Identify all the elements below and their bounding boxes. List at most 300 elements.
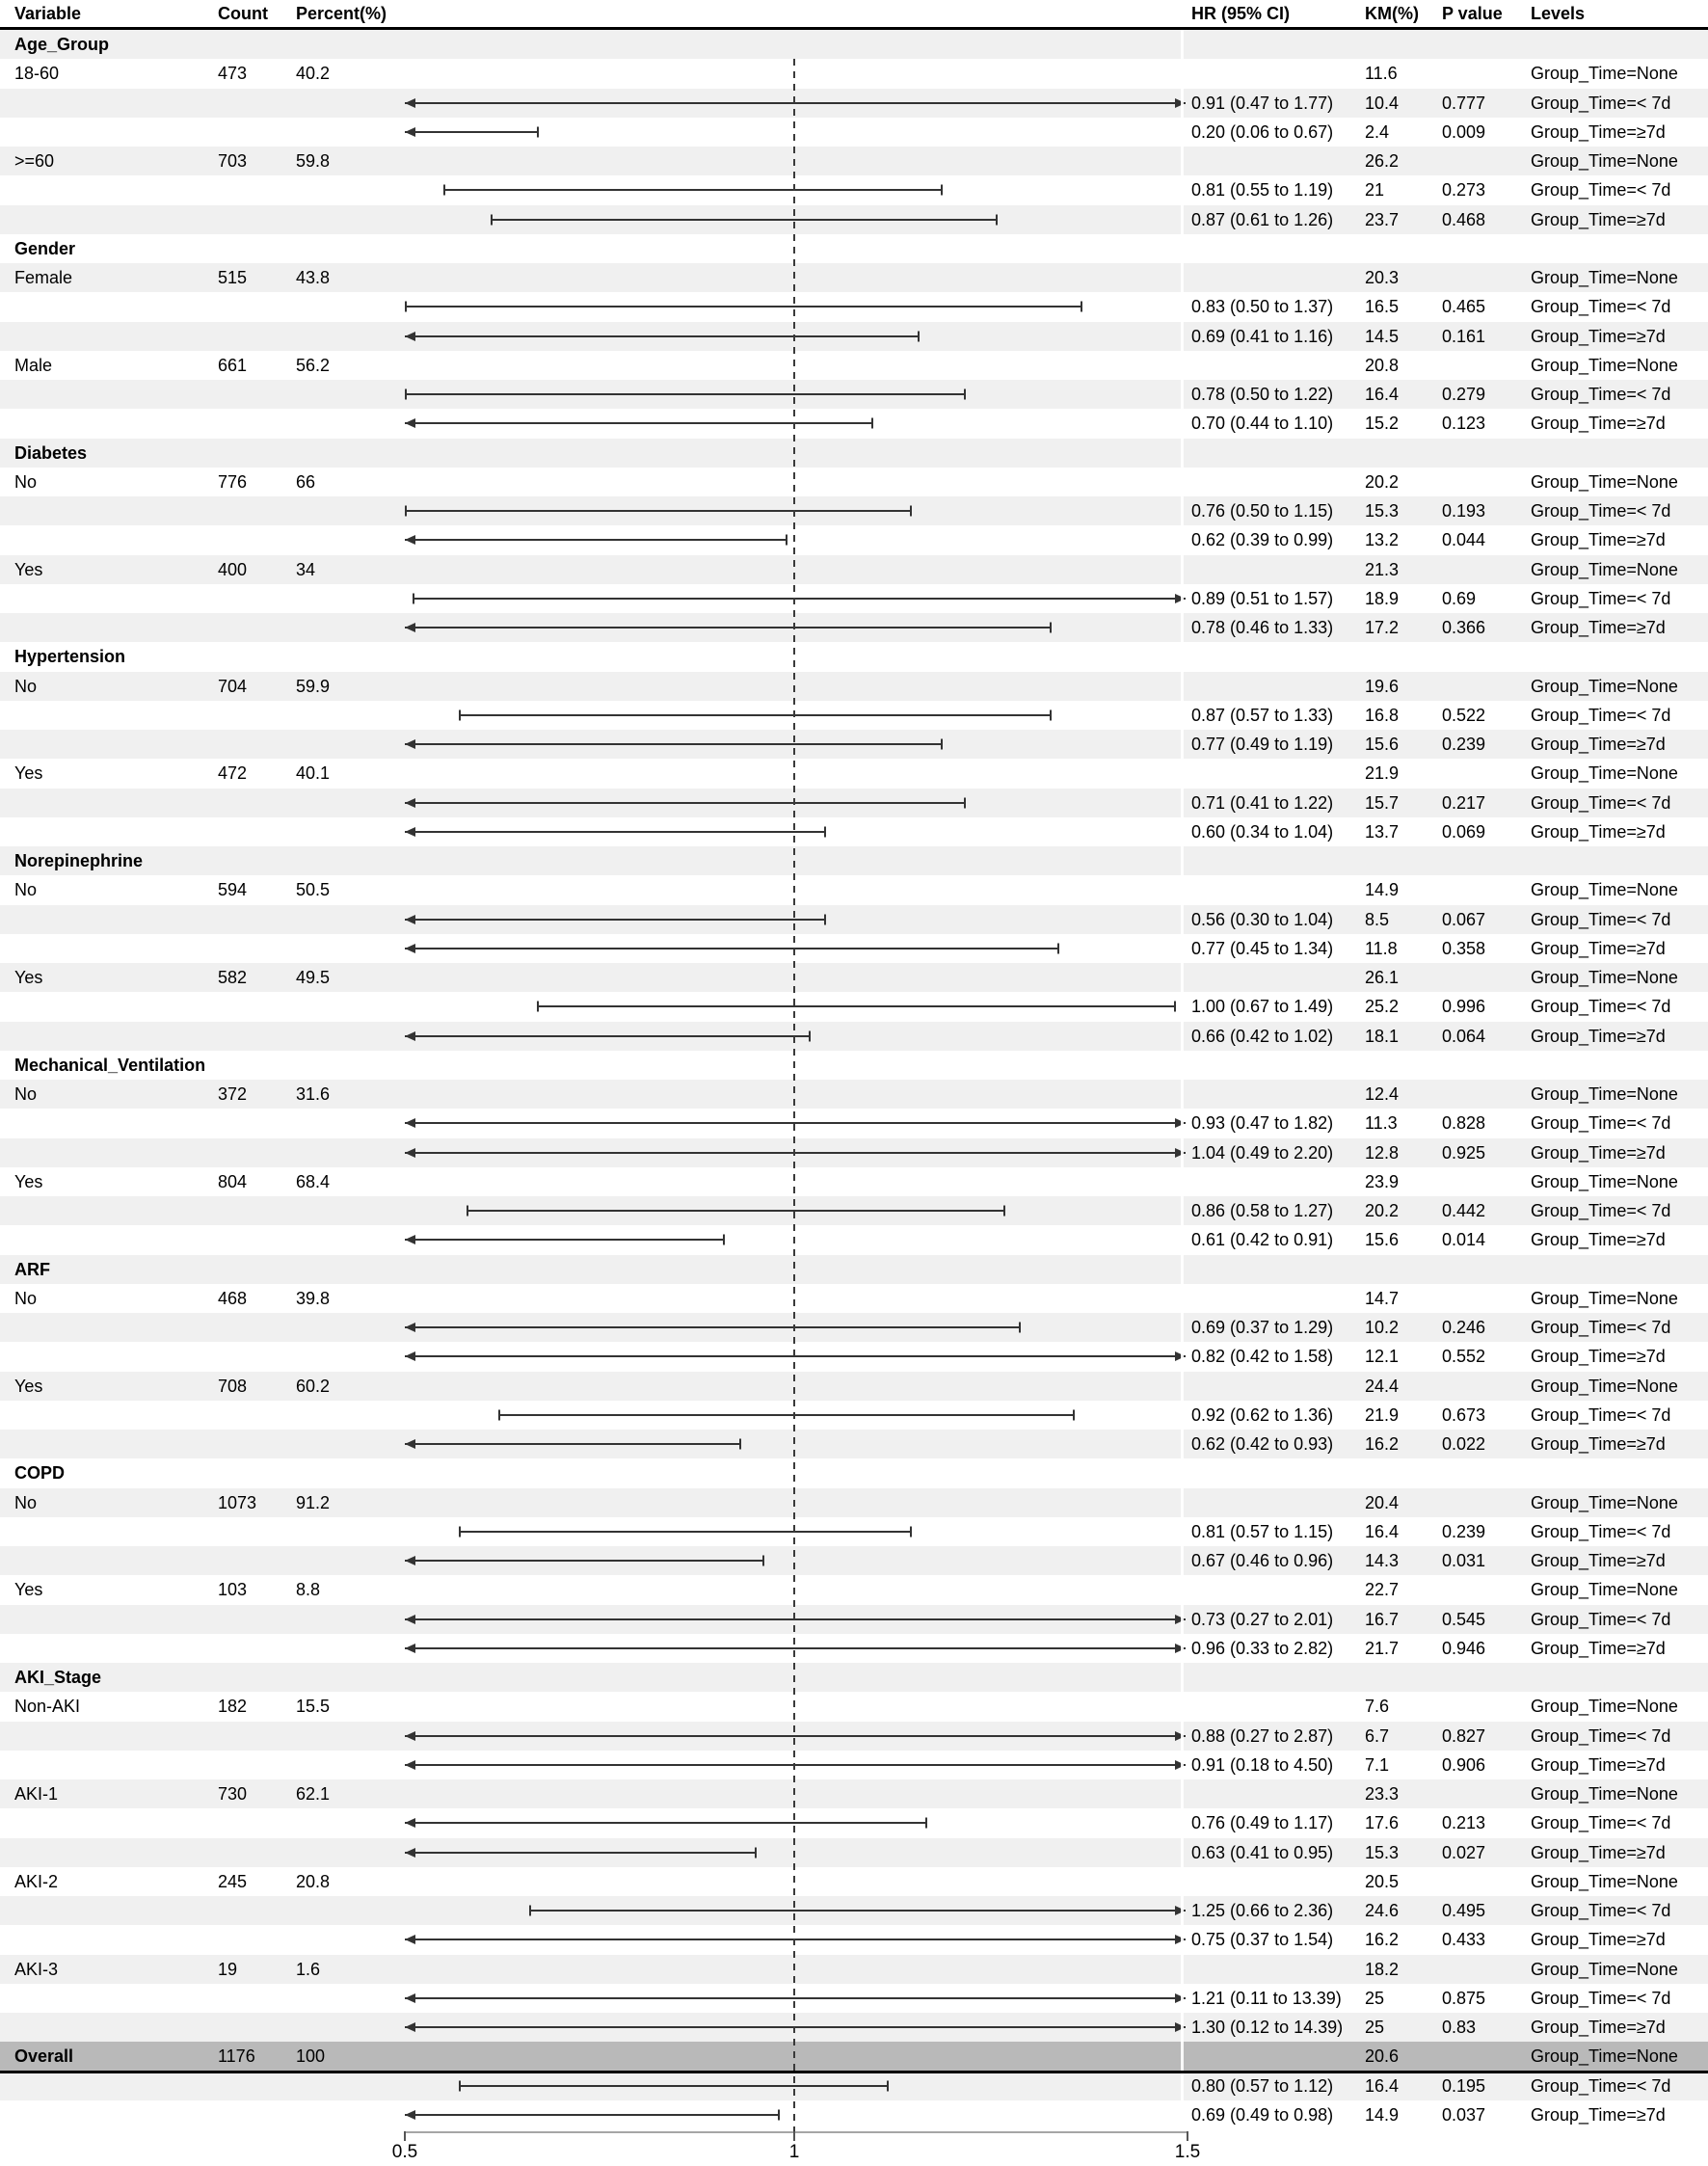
ci-row [0, 701, 1708, 730]
x-axis-label-15: 1.5 [1174, 2142, 1201, 2162]
ci-lower-clip-arrow [405, 944, 415, 953]
section-header-row [0, 1458, 1708, 1487]
p-value: 0.273 [1442, 180, 1486, 201]
ci-upper-whisker [809, 1030, 811, 1041]
ci-lower-whisker [405, 302, 407, 312]
km-value: 14.7 [1365, 1288, 1400, 1308]
p-value: 0.522 [1442, 705, 1486, 725]
hr-ci-text: 0.87 (0.61 to 1.26) [1191, 209, 1334, 229]
level-label: Group_Time=< 7d [1531, 792, 1671, 813]
ci-row [0, 613, 1708, 642]
level-label: Group_Time=≥7d [1531, 209, 1666, 229]
level-label: Group_Time=None [1531, 471, 1678, 492]
level-label: Group_Time=≥7d [1531, 2018, 1666, 2037]
section-header-row [0, 439, 1708, 468]
section-header-row [0, 1051, 1708, 1080]
p-value: 0.239 [1442, 1521, 1486, 1541]
km-value: 20.5 [1365, 1871, 1400, 1891]
ci-row [0, 496, 1708, 525]
km-value: 10.4 [1365, 93, 1400, 113]
ci-line [405, 1997, 1186, 1999]
ci-lower-whisker [459, 1526, 461, 1537]
variable-label: Hypertension [14, 647, 126, 667]
percent-value: 50.5 [296, 880, 331, 900]
km-value: 14.9 [1365, 880, 1400, 900]
level-label: Group_Time=< 7d [1531, 909, 1671, 929]
level-label: Group_Time=< 7d [1531, 1318, 1671, 1337]
hr-ci-text: 0.92 (0.62 to 1.36) [1191, 1404, 1334, 1425]
p-value: 0.213 [1442, 1813, 1486, 1833]
hr-ci-text: 0.83 (0.50 to 1.37) [1191, 297, 1334, 317]
ci-line [538, 1005, 1175, 1007]
level-row [0, 555, 1708, 584]
level-row [0, 1955, 1708, 1984]
ci-lower-clip-arrow [405, 1760, 415, 1770]
ci-upper-whisker [739, 1439, 741, 1450]
hr-ci-text: 0.73 (0.27 to 2.01) [1191, 1609, 1334, 1629]
km-value: 23.3 [1365, 1784, 1400, 1804]
ci-upper-whisker [871, 418, 873, 429]
km-value: 6.7 [1365, 1725, 1390, 1746]
km-value: 16.4 [1365, 385, 1400, 404]
p-value: 0.906 [1442, 1754, 1486, 1775]
ci-upper-whisker [941, 185, 943, 196]
hr-ci-text: 0.62 (0.39 to 0.99) [1191, 530, 1334, 550]
level-label: Group_Time=None [1531, 1492, 1678, 1512]
level-label: Group_Time=< 7d [1531, 1113, 1671, 1134]
p-value: 0.027 [1442, 1842, 1486, 1862]
hr-ci-text: 0.67 (0.46 to 0.96) [1191, 1551, 1334, 1570]
x-axis-tick-05 [404, 2131, 406, 2141]
col-header-hr-ci: HR (95% CI) [1191, 4, 1291, 23]
count-value: 103 [218, 1580, 248, 1600]
level-label: Group_Time=None [1531, 1288, 1678, 1308]
level-row [0, 1575, 1708, 1604]
ci-line [460, 2085, 887, 2087]
ci-row [0, 1517, 1708, 1546]
ci-row [0, 905, 1708, 934]
p-value: 0.777 [1442, 93, 1486, 113]
level-label: Group_Time=≥7d [1531, 1026, 1666, 1046]
km-value: 19.6 [1365, 676, 1400, 696]
ci-lower-whisker [467, 1206, 468, 1217]
section-header-row [0, 846, 1708, 875]
percent-value: 66 [296, 471, 316, 492]
hr-ci-text: 0.81 (0.57 to 1.15) [1191, 1521, 1334, 1541]
p-value: 0.925 [1442, 1142, 1486, 1163]
ci-line [405, 743, 942, 745]
p-value: 0.014 [1442, 1230, 1486, 1250]
ci-line [405, 802, 965, 804]
km-value: 24.6 [1365, 1901, 1400, 1920]
ci-upper-whisker [1081, 302, 1082, 312]
ci-line [499, 1414, 1074, 1416]
ci-lower-whisker [491, 214, 493, 225]
p-value: 0.465 [1442, 297, 1486, 317]
count-value: 661 [218, 355, 248, 375]
ci-row [0, 1634, 1708, 1663]
col-header-count: Count [218, 4, 268, 23]
level-row [0, 1692, 1708, 1721]
level-label: Group_Time=< 7d [1531, 93, 1671, 113]
ci-upper-whisker [723, 1235, 725, 1245]
count-value: 704 [218, 676, 248, 696]
ci-upper-whisker [1050, 709, 1052, 720]
count-value: 245 [218, 1871, 248, 1891]
hr-ci-text: 0.62 (0.42 to 0.93) [1191, 1434, 1334, 1454]
hr-ci-text: 0.71 (0.41 to 1.22) [1191, 792, 1334, 813]
ci-upper-whisker [941, 739, 943, 750]
km-value: 14.9 [1365, 2104, 1400, 2125]
level-row [0, 147, 1708, 175]
hr-ci-text: 0.81 (0.55 to 1.19) [1191, 180, 1334, 201]
level-row [0, 1284, 1708, 1313]
ci-row [0, 118, 1708, 147]
ci-line [492, 219, 997, 221]
ci-upper-whisker [996, 214, 998, 225]
ci-row [0, 1196, 1708, 1225]
ci-line [405, 1152, 1186, 1154]
km-value: 20.8 [1365, 355, 1400, 375]
km-value: 25 [1365, 1988, 1385, 2008]
p-value: 0.279 [1442, 385, 1486, 404]
percent-value: 49.5 [296, 968, 331, 987]
km-value: 18.1 [1365, 1026, 1400, 1046]
variable-label: Male [14, 355, 53, 375]
p-value: 0.246 [1442, 1318, 1486, 1337]
km-value: 20.3 [1365, 268, 1400, 287]
level-row [0, 263, 1708, 292]
count-value: 730 [218, 1784, 248, 1804]
km-value: 16.2 [1365, 1930, 1400, 1950]
p-value: 0.161 [1442, 326, 1486, 346]
level-row [0, 59, 1708, 88]
km-value: 17.2 [1365, 618, 1400, 637]
ci-upper-whisker [1050, 623, 1052, 633]
percent-value: 8.8 [296, 1580, 321, 1600]
ci-lower-clip-arrow [405, 623, 415, 632]
ci-lower-clip-arrow [405, 1935, 415, 1944]
level-row [0, 1488, 1708, 1517]
km-value: 25.2 [1365, 997, 1400, 1017]
ci-row [0, 1838, 1708, 1867]
ci-upper-whisker [964, 389, 966, 400]
km-value: 8.5 [1365, 909, 1390, 929]
level-label: Group_Time=≥7d [1531, 938, 1666, 958]
ci-lower-clip-arrow [405, 98, 415, 108]
ci-row [0, 2072, 1708, 2100]
ci-upper-whisker [1057, 943, 1059, 953]
ci-row [0, 322, 1708, 351]
km-value: 16.8 [1365, 705, 1400, 725]
ci-row [0, 1109, 1708, 1137]
level-label: Group_Time=None [1531, 2046, 1678, 2067]
level-label: Group_Time=< 7d [1531, 1201, 1671, 1220]
km-value: 11.3 [1365, 1113, 1398, 1134]
ci-line [405, 102, 1186, 104]
p-value: 0.468 [1442, 209, 1486, 229]
km-value: 15.6 [1365, 735, 1400, 754]
level-label: Group_Time=None [1531, 151, 1678, 171]
ci-lower-clip-arrow [405, 1235, 415, 1244]
ci-line [405, 1355, 1186, 1357]
variable-label: No [14, 1084, 38, 1104]
km-value: 15.3 [1365, 501, 1400, 521]
ci-upper-whisker [918, 331, 920, 341]
ci-lower-clip-arrow [405, 1993, 415, 2003]
section-header-row [0, 234, 1708, 263]
variable-label: AKI-3 [14, 1959, 59, 1979]
variable-label: No [14, 880, 38, 900]
level-label: Group_Time=None [1531, 968, 1678, 987]
ci-row [0, 934, 1708, 963]
count-value: 182 [218, 1697, 248, 1717]
hr-ci-text: 0.93 (0.47 to 1.82) [1191, 1113, 1334, 1134]
table-body [0, 30, 1708, 2129]
km-value: 15.7 [1365, 792, 1400, 813]
percent-value: 31.6 [296, 1084, 331, 1104]
level-row [0, 672, 1708, 701]
col-header-percent: Percent(%) [296, 4, 387, 23]
km-value: 18.2 [1365, 1959, 1400, 1979]
ci-upper-whisker [762, 1556, 764, 1566]
ci-lower-clip-arrow [405, 827, 415, 837]
level-label: Group_Time=≥7d [1531, 1434, 1666, 1454]
ci-line [460, 714, 1051, 716]
ci-lower-clip-arrow [405, 1818, 415, 1828]
percent-value: 39.8 [296, 1288, 331, 1308]
hr-ci-text: 0.76 (0.49 to 1.17) [1191, 1813, 1334, 1833]
level-label: Group_Time=≥7d [1531, 326, 1666, 346]
p-value: 0.022 [1442, 1434, 1486, 1454]
variable-label: Yes [14, 1580, 43, 1600]
x-axis-tick-1 [793, 2131, 795, 2141]
section-header-row [0, 30, 1708, 59]
ci-lower-clip-arrow [405, 1323, 415, 1332]
variable-label: Non-AKI [14, 1697, 81, 1717]
variable-label: Yes [14, 1376, 43, 1396]
ci-line [406, 393, 965, 395]
level-label: Group_Time=≥7d [1531, 821, 1666, 842]
level-label: Group_Time=< 7d [1531, 180, 1671, 201]
count-value: 515 [218, 268, 248, 287]
hr-ci-text: 0.80 (0.57 to 1.12) [1191, 2075, 1334, 2096]
level-label: Group_Time=≥7d [1531, 414, 1666, 434]
ci-row [0, 205, 1708, 234]
count-value: 594 [218, 880, 248, 900]
level-label: Group_Time=< 7d [1531, 1521, 1671, 1541]
ci-row [0, 1138, 1708, 1167]
p-value: 0.946 [1442, 1638, 1486, 1658]
ci-line [530, 1910, 1186, 1912]
ci-row [0, 292, 1708, 321]
km-value: 25 [1365, 2018, 1385, 2037]
level-row [0, 1867, 1708, 1896]
hr-ci-text: 0.91 (0.47 to 1.77) [1191, 93, 1334, 113]
ci-line [405, 1122, 1186, 1124]
ci-line [405, 1647, 1186, 1649]
ci-row [0, 730, 1708, 759]
ci-lower-clip-arrow [405, 418, 415, 428]
count-value: 473 [218, 64, 248, 84]
level-label: Group_Time=< 7d [1531, 1988, 1671, 2008]
ci-row [0, 1546, 1708, 1575]
level-row [0, 759, 1708, 788]
km-value: 15.6 [1365, 1230, 1400, 1250]
ci-lower-clip-arrow [405, 1031, 415, 1041]
count-value: 703 [218, 151, 248, 171]
p-value: 0.193 [1442, 501, 1486, 521]
ci-upper-whisker [910, 1526, 912, 1537]
level-label: Group_Time=< 7d [1531, 1813, 1671, 1833]
ci-upper-whisker [537, 126, 539, 137]
km-value: 23.7 [1365, 209, 1400, 229]
ci-lower-clip-arrow [405, 1615, 415, 1624]
ci-upper-whisker [824, 826, 826, 837]
level-label: Group_Time=None [1531, 1784, 1678, 1804]
level-label: Group_Time=None [1531, 1959, 1678, 1979]
percent-value: 59.9 [296, 676, 331, 696]
percent-value: 1.6 [296, 1959, 321, 1979]
level-label: Group_Time=None [1531, 1871, 1678, 1891]
ci-line [467, 1210, 1003, 1212]
variable-label: No [14, 1288, 38, 1308]
variable-label: No [14, 676, 38, 696]
ci-row [0, 409, 1708, 438]
ci-lower-clip-arrow [405, 1148, 415, 1158]
level-label: Group_Time=< 7d [1531, 385, 1671, 404]
ci-line [405, 2114, 779, 2116]
ci-upper-whisker [755, 1847, 757, 1858]
km-value: 26.1 [1365, 968, 1400, 987]
p-value: 0.037 [1442, 2104, 1486, 2125]
ci-lower-whisker [537, 1002, 539, 1012]
hr-ci-text: 0.77 (0.45 to 1.34) [1191, 938, 1334, 958]
hr-ci-text: 0.78 (0.50 to 1.22) [1191, 385, 1334, 404]
km-value: 26.2 [1365, 151, 1400, 171]
ci-lower-clip-arrow [405, 1731, 415, 1741]
level-label: Group_Time=≥7d [1531, 1930, 1666, 1950]
km-value: 7.6 [1365, 1697, 1390, 1717]
ci-line [405, 1735, 1186, 1737]
percent-value: 40.1 [296, 763, 331, 784]
hr-ci-text: 0.63 (0.41 to 0.95) [1191, 1842, 1334, 1862]
level-label: Group_Time=< 7d [1531, 2075, 1671, 2096]
ci-row [0, 1430, 1708, 1458]
level-row [0, 1167, 1708, 1196]
ci-lower-clip-arrow [405, 2110, 415, 2120]
km-value: 20.4 [1365, 1492, 1400, 1512]
level-row [0, 963, 1708, 992]
count-value: 776 [218, 471, 248, 492]
km-value: 2.4 [1365, 121, 1390, 142]
ci-lower-clip-arrow [405, 127, 415, 137]
hr-ci-text: 0.87 (0.57 to 1.33) [1191, 705, 1334, 725]
variable-label: Yes [14, 763, 43, 784]
ci-lower-whisker [443, 185, 445, 196]
level-label: Group_Time=≥7d [1531, 618, 1666, 637]
p-value: 0.358 [1442, 938, 1486, 958]
ci-row [0, 1225, 1708, 1254]
ci-line [405, 831, 825, 833]
ci-row [0, 1313, 1708, 1342]
ci-row [0, 992, 1708, 1021]
ci-lower-clip-arrow [405, 1439, 415, 1449]
count-value: 582 [218, 968, 248, 987]
p-value: 0.69 [1442, 588, 1477, 608]
level-label: Group_Time=None [1531, 1697, 1678, 1717]
km-value: 14.5 [1365, 326, 1400, 346]
hr-ci-text: 0.96 (0.33 to 2.82) [1191, 1638, 1334, 1658]
level-label: Group_Time=None [1531, 880, 1678, 900]
count-value: 708 [218, 1376, 248, 1396]
level-label: Group_Time=None [1531, 1580, 1678, 1600]
ci-upper-whisker [1174, 1002, 1176, 1012]
ci-row [0, 1722, 1708, 1751]
level-row [0, 875, 1708, 904]
level-label: Group_Time=None [1531, 676, 1678, 696]
ci-upper-whisker [1003, 1206, 1005, 1217]
km-value: 22.7 [1365, 1580, 1400, 1600]
km-value: 21.9 [1365, 763, 1400, 784]
hr-ci-text: 0.88 (0.27 to 2.87) [1191, 1725, 1334, 1746]
ci-line [405, 1764, 1186, 1766]
col-header-pvalue: P value [1442, 4, 1503, 23]
p-value: 0.239 [1442, 735, 1486, 754]
km-value: 15.3 [1365, 1842, 1400, 1862]
ci-row [0, 1751, 1708, 1779]
percent-value: 59.8 [296, 151, 331, 171]
variable-label: COPD [14, 1463, 66, 1484]
count-value: 1176 [218, 2046, 255, 2067]
variable-label: No [14, 471, 38, 492]
hr-ci-text: 0.66 (0.42 to 1.02) [1191, 1026, 1334, 1046]
x-axis-label-1: 1 [788, 2142, 800, 2162]
level-label: Group_Time=< 7d [1531, 1901, 1671, 1920]
ci-lower-whisker [459, 709, 461, 720]
p-value: 0.123 [1442, 414, 1486, 434]
level-row [0, 1080, 1708, 1109]
ci-line [405, 1239, 724, 1241]
ci-lower-whisker [405, 506, 407, 517]
p-value: 0.495 [1442, 1901, 1486, 1920]
variable-label: Yes [14, 1171, 43, 1191]
p-value: 0.673 [1442, 1404, 1486, 1425]
ci-lower-clip-arrow [405, 1556, 415, 1565]
hr-ci-text: 0.82 (0.42 to 1.58) [1191, 1347, 1334, 1367]
hr-ci-text: 0.60 (0.34 to 1.04) [1191, 821, 1334, 842]
hr-ci-text: 0.77 (0.49 to 1.19) [1191, 735, 1334, 754]
ci-lower-clip-arrow [405, 1848, 415, 1858]
x-axis-tick-15 [1187, 2131, 1188, 2141]
ci-line [405, 1618, 1186, 1620]
ci-row [0, 89, 1708, 118]
percent-value: 43.8 [296, 268, 331, 287]
ci-line [405, 1560, 763, 1562]
ci-line [406, 306, 1081, 308]
p-value: 0.064 [1442, 1026, 1486, 1046]
variable-label: Yes [14, 968, 43, 987]
level-label: Group_Time=≥7d [1531, 530, 1666, 550]
count-value: 472 [218, 763, 248, 784]
km-value: 12.1 [1365, 1347, 1400, 1367]
ci-lower-clip-arrow [405, 739, 415, 749]
km-value: 16.2 [1365, 1434, 1400, 1454]
ci-row [0, 584, 1708, 613]
level-label: Group_Time=≥7d [1531, 735, 1666, 754]
ci-upper-whisker [1073, 1409, 1075, 1420]
km-value: 20.2 [1365, 471, 1400, 492]
